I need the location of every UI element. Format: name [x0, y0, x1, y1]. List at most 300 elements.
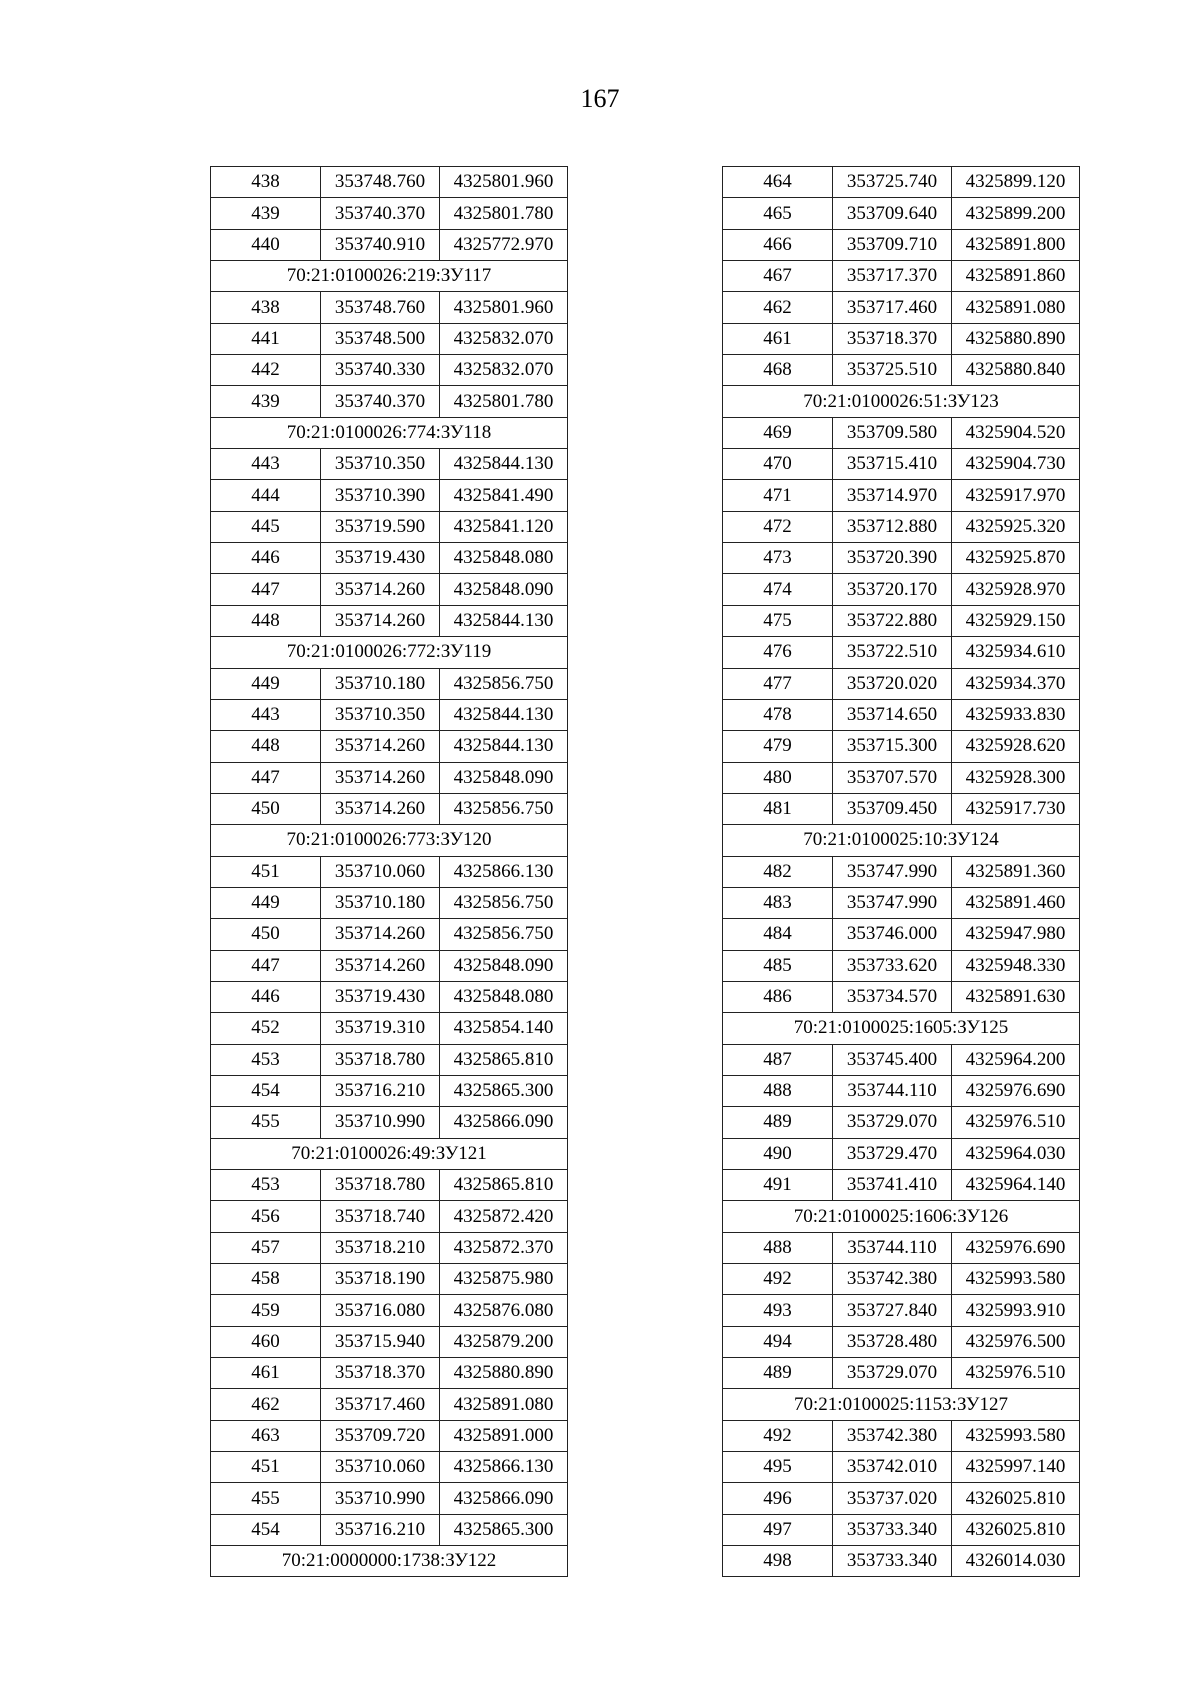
- y-coordinate: 4325904.730: [952, 449, 1080, 480]
- point-number: 455: [211, 1107, 321, 1138]
- parcel-cadastral-number: 70:21:0100025:10:ЗУ124: [723, 825, 1080, 856]
- y-coordinate: 4325976.510: [952, 1358, 1080, 1389]
- y-coordinate: 4325929.150: [952, 605, 1080, 636]
- point-number: 447: [211, 950, 321, 981]
- parcel-cadastral-number: 70:21:0100026:219:ЗУ117: [211, 261, 568, 292]
- x-coordinate: 353718.780: [321, 1044, 440, 1075]
- parcel-header-row: [211, 825, 568, 856]
- coordinate-row: [211, 1044, 568, 1075]
- point-number: 489: [723, 1107, 833, 1138]
- y-coordinate: 4325880.890: [952, 323, 1080, 354]
- point-number: 459: [211, 1295, 321, 1326]
- x-coordinate: 353748.760: [321, 167, 440, 198]
- coordinate-row: [723, 793, 1080, 824]
- x-coordinate: 353718.780: [321, 1170, 440, 1201]
- x-coordinate: 353725.510: [833, 355, 952, 386]
- y-coordinate: 4325997.140: [952, 1452, 1080, 1483]
- coordinate-row: [723, 856, 1080, 887]
- coordinate-row: [211, 292, 568, 323]
- y-coordinate: 4326025.810: [952, 1514, 1080, 1545]
- point-number: 455: [211, 1483, 321, 1514]
- point-number: 473: [723, 543, 833, 574]
- point-number: 447: [211, 574, 321, 605]
- y-coordinate: 4325848.080: [440, 543, 568, 574]
- x-coordinate: 353729.070: [833, 1107, 952, 1138]
- y-coordinate: 4325891.360: [952, 856, 1080, 887]
- coordinate-row: [723, 762, 1080, 793]
- coordinate-row: [211, 1170, 568, 1201]
- point-number: 488: [723, 1075, 833, 1106]
- y-coordinate: 4325844.130: [440, 449, 568, 480]
- y-coordinate: 4325899.120: [952, 167, 1080, 198]
- point-number: 472: [723, 511, 833, 542]
- x-coordinate: 353728.480: [833, 1326, 952, 1357]
- coordinate-row: [211, 1514, 568, 1545]
- coordinate-row: [723, 637, 1080, 668]
- x-coordinate: 353710.350: [321, 449, 440, 480]
- coordinate-row: [723, 699, 1080, 730]
- point-number: 450: [211, 793, 321, 824]
- x-coordinate: 353714.260: [321, 950, 440, 981]
- x-coordinate: 353714.260: [321, 919, 440, 950]
- y-coordinate: 4325875.980: [440, 1264, 568, 1295]
- parcel-header-row: [723, 1389, 1080, 1420]
- y-coordinate: 4325993.910: [952, 1295, 1080, 1326]
- point-number: 454: [211, 1075, 321, 1106]
- coordinate-row: [723, 1483, 1080, 1514]
- y-coordinate: 4325964.140: [952, 1170, 1080, 1201]
- y-coordinate: 4325947.980: [952, 919, 1080, 950]
- point-number: 443: [211, 699, 321, 730]
- coordinate-row: [723, 1075, 1080, 1106]
- x-coordinate: 353717.460: [321, 1389, 440, 1420]
- point-number: 481: [723, 793, 833, 824]
- point-number: 443: [211, 449, 321, 480]
- point-number: 461: [723, 323, 833, 354]
- point-number: 496: [723, 1483, 833, 1514]
- coordinate-row: [211, 919, 568, 950]
- x-coordinate: 353733.340: [833, 1514, 952, 1545]
- x-coordinate: 353709.640: [833, 198, 952, 229]
- y-coordinate: 4325925.320: [952, 511, 1080, 542]
- y-coordinate: 4325856.750: [440, 793, 568, 824]
- x-coordinate: 353710.990: [321, 1107, 440, 1138]
- parcel-cadastral-number: 70:21:0100026:51:ЗУ123: [723, 386, 1080, 417]
- point-number: 438: [211, 292, 321, 323]
- y-coordinate: 4325844.130: [440, 699, 568, 730]
- x-coordinate: 353716.080: [321, 1295, 440, 1326]
- x-coordinate: 353715.300: [833, 731, 952, 762]
- x-coordinate: 353716.210: [321, 1514, 440, 1545]
- x-coordinate: 353746.000: [833, 919, 952, 950]
- y-coordinate: 4325993.580: [952, 1264, 1080, 1295]
- x-coordinate: 353727.840: [833, 1295, 952, 1326]
- coordinate-row: [211, 1075, 568, 1106]
- y-coordinate: 4326014.030: [952, 1546, 1080, 1577]
- coordinate-row: [723, 1264, 1080, 1295]
- coordinate-row: [723, 511, 1080, 542]
- x-coordinate: 353729.070: [833, 1358, 952, 1389]
- point-number: 456: [211, 1201, 321, 1232]
- coordinate-row: [723, 449, 1080, 480]
- y-coordinate: 4325964.200: [952, 1044, 1080, 1075]
- x-coordinate: 353719.430: [321, 543, 440, 574]
- point-number: 453: [211, 1044, 321, 1075]
- point-number: 447: [211, 762, 321, 793]
- coordinate-row: [211, 981, 568, 1012]
- x-coordinate: 353720.390: [833, 543, 952, 574]
- point-number: 478: [723, 699, 833, 730]
- y-coordinate: 4325917.730: [952, 793, 1080, 824]
- y-coordinate: 4325856.750: [440, 919, 568, 950]
- parcel-header-row: [211, 261, 568, 292]
- x-coordinate: 353707.570: [833, 762, 952, 793]
- point-number: 489: [723, 1358, 833, 1389]
- coordinate-row: [211, 793, 568, 824]
- y-coordinate: 4325976.500: [952, 1326, 1080, 1357]
- coordinate-row: [723, 167, 1080, 198]
- point-number: 448: [211, 731, 321, 762]
- point-number: 493: [723, 1295, 833, 1326]
- point-number: 458: [211, 1264, 321, 1295]
- point-number: 486: [723, 981, 833, 1012]
- y-coordinate: 4325844.130: [440, 605, 568, 636]
- y-coordinate: 4325880.890: [440, 1358, 568, 1389]
- y-coordinate: 4325856.750: [440, 887, 568, 918]
- point-number: 462: [723, 292, 833, 323]
- coordinate-row: [211, 355, 568, 386]
- x-coordinate: 353715.940: [321, 1326, 440, 1357]
- x-coordinate: 353740.370: [321, 198, 440, 229]
- y-coordinate: 4325928.620: [952, 731, 1080, 762]
- y-coordinate: 4325854.140: [440, 1013, 568, 1044]
- y-coordinate: 4325891.080: [952, 292, 1080, 323]
- point-number: 495: [723, 1452, 833, 1483]
- point-number: 466: [723, 229, 833, 260]
- point-number: 477: [723, 668, 833, 699]
- point-number: 480: [723, 762, 833, 793]
- x-coordinate: 353744.110: [833, 1075, 952, 1106]
- coordinate-row: [211, 198, 568, 229]
- x-coordinate: 353747.990: [833, 856, 952, 887]
- y-coordinate: 4325928.300: [952, 762, 1080, 793]
- point-number: 454: [211, 1514, 321, 1545]
- x-coordinate: 353740.370: [321, 386, 440, 417]
- x-coordinate: 353710.060: [321, 1452, 440, 1483]
- coordinate-row: [723, 1326, 1080, 1357]
- coordinate-row: [723, 229, 1080, 260]
- x-coordinate: 353725.740: [833, 167, 952, 198]
- point-number: 497: [723, 1514, 833, 1545]
- y-coordinate: 4325872.420: [440, 1201, 568, 1232]
- y-coordinate: 4325891.080: [440, 1389, 568, 1420]
- x-coordinate: 353709.710: [833, 229, 952, 260]
- coordinate-row: [723, 1295, 1080, 1326]
- y-coordinate: 4325976.690: [952, 1232, 1080, 1263]
- point-number: 469: [723, 417, 833, 448]
- x-coordinate: 353742.380: [833, 1264, 952, 1295]
- coordinate-row: [211, 1358, 568, 1389]
- coordinate-row: [723, 1546, 1080, 1577]
- coordinate-row: [723, 1044, 1080, 1075]
- y-coordinate: 4325801.780: [440, 386, 568, 417]
- x-coordinate: 353748.760: [321, 292, 440, 323]
- coordinate-row: [723, 887, 1080, 918]
- coordinate-row: [211, 856, 568, 887]
- point-number: 462: [211, 1389, 321, 1420]
- coordinate-row: [211, 1264, 568, 1295]
- y-coordinate: 4325865.300: [440, 1514, 568, 1545]
- y-coordinate: 4325899.200: [952, 198, 1080, 229]
- coordinate-row: [211, 323, 568, 354]
- x-coordinate: 353714.260: [321, 793, 440, 824]
- point-number: 482: [723, 856, 833, 887]
- y-coordinate: 4325844.130: [440, 731, 568, 762]
- point-number: 467: [723, 261, 833, 292]
- y-coordinate: 4325801.960: [440, 167, 568, 198]
- x-coordinate: 353719.590: [321, 511, 440, 542]
- coordinate-row: [211, 574, 568, 605]
- point-number: 464: [723, 167, 833, 198]
- y-coordinate: 4325928.970: [952, 574, 1080, 605]
- coordinate-row: [211, 1452, 568, 1483]
- point-number: 494: [723, 1326, 833, 1357]
- y-coordinate: 4325872.370: [440, 1232, 568, 1263]
- point-number: 490: [723, 1138, 833, 1169]
- x-coordinate: 353718.210: [321, 1232, 440, 1263]
- parcel-cadastral-number: 70:21:0100025:1153:ЗУ127: [723, 1389, 1080, 1420]
- coordinate-row: [211, 1107, 568, 1138]
- point-number: 453: [211, 1170, 321, 1201]
- coordinate-row: [211, 762, 568, 793]
- x-coordinate: 353714.260: [321, 574, 440, 605]
- point-number: 492: [723, 1420, 833, 1451]
- x-coordinate: 353717.370: [833, 261, 952, 292]
- coordinate-row: [723, 1358, 1080, 1389]
- point-number: 445: [211, 511, 321, 542]
- x-coordinate: 353733.340: [833, 1546, 952, 1577]
- y-coordinate: 4325976.690: [952, 1075, 1080, 1106]
- coordinate-row: [211, 449, 568, 480]
- coordinates-table-left-body: [211, 167, 568, 1577]
- x-coordinate: 353709.580: [833, 417, 952, 448]
- parcel-cadastral-number: 70:21:0100025:1605:ЗУ125: [723, 1013, 1080, 1044]
- y-coordinate: 4325866.090: [440, 1107, 568, 1138]
- coordinate-row: [211, 229, 568, 260]
- x-coordinate: 353720.170: [833, 574, 952, 605]
- point-number: 449: [211, 887, 321, 918]
- point-number: 449: [211, 668, 321, 699]
- y-coordinate: 4325801.780: [440, 198, 568, 229]
- coordinate-row: [211, 543, 568, 574]
- coordinate-row: [723, 1232, 1080, 1263]
- coordinate-row: [723, 261, 1080, 292]
- point-number: 452: [211, 1013, 321, 1044]
- point-number: 446: [211, 981, 321, 1012]
- y-coordinate: 4325772.970: [440, 229, 568, 260]
- point-number: 488: [723, 1232, 833, 1263]
- y-coordinate: 4325801.960: [440, 292, 568, 323]
- y-coordinate: 4325976.510: [952, 1107, 1080, 1138]
- parcel-header-row: [211, 637, 568, 668]
- y-coordinate: 4325866.130: [440, 856, 568, 887]
- y-coordinate: 4325993.580: [952, 1420, 1080, 1451]
- point-number: 457: [211, 1232, 321, 1263]
- point-number: 476: [723, 637, 833, 668]
- parcel-header-row: [723, 1013, 1080, 1044]
- x-coordinate: 353740.330: [321, 355, 440, 386]
- y-coordinate: 4325934.610: [952, 637, 1080, 668]
- x-coordinate: 353741.410: [833, 1170, 952, 1201]
- coordinate-row: [723, 1420, 1080, 1451]
- coordinate-row: [211, 1232, 568, 1263]
- point-number: 463: [211, 1420, 321, 1451]
- coordinate-row: [211, 605, 568, 636]
- y-coordinate: 4325879.200: [440, 1326, 568, 1357]
- parcel-cadastral-number: 70:21:0000000:1738:ЗУ122: [211, 1546, 568, 1577]
- coordinates-table-right-body: [723, 167, 1080, 1577]
- coordinate-row: [723, 668, 1080, 699]
- parcel-cadastral-number: 70:21:0100026:773:ЗУ120: [211, 825, 568, 856]
- point-number: 487: [723, 1044, 833, 1075]
- coordinate-row: [723, 605, 1080, 636]
- x-coordinate: 353717.460: [833, 292, 952, 323]
- y-coordinate: 4325848.090: [440, 574, 568, 605]
- point-number: 498: [723, 1546, 833, 1577]
- coordinate-row: [211, 386, 568, 417]
- x-coordinate: 353733.620: [833, 950, 952, 981]
- x-coordinate: 353722.880: [833, 605, 952, 636]
- x-coordinate: 353710.060: [321, 856, 440, 887]
- coordinate-row: [723, 417, 1080, 448]
- x-coordinate: 353714.260: [321, 731, 440, 762]
- coordinate-row: [723, 1170, 1080, 1201]
- coordinate-row: [723, 731, 1080, 762]
- y-coordinate: 4325925.870: [952, 543, 1080, 574]
- x-coordinate: 353742.380: [833, 1420, 952, 1451]
- point-number: 465: [723, 198, 833, 229]
- y-coordinate: 4325948.330: [952, 950, 1080, 981]
- x-coordinate: 353742.010: [833, 1452, 952, 1483]
- x-coordinate: 353718.740: [321, 1201, 440, 1232]
- point-number: 468: [723, 355, 833, 386]
- coordinates-table-right: [722, 166, 1080, 1577]
- point-number: 446: [211, 543, 321, 574]
- coordinate-row: [723, 1138, 1080, 1169]
- coordinate-row: [211, 1389, 568, 1420]
- x-coordinate: 353710.390: [321, 480, 440, 511]
- parcel-cadastral-number: 70:21:0100026:772:ЗУ119: [211, 637, 568, 668]
- point-number: 484: [723, 919, 833, 950]
- x-coordinate: 353740.910: [321, 229, 440, 260]
- x-coordinate: 353744.110: [833, 1232, 952, 1263]
- coordinate-row: [211, 480, 568, 511]
- x-coordinate: 353714.970: [833, 480, 952, 511]
- x-coordinate: 353747.990: [833, 887, 952, 918]
- point-number: 475: [723, 605, 833, 636]
- point-number: 440: [211, 229, 321, 260]
- coordinate-row: [723, 1452, 1080, 1483]
- x-coordinate: 353712.880: [833, 511, 952, 542]
- coordinate-row: [211, 511, 568, 542]
- y-coordinate: 4325865.810: [440, 1044, 568, 1075]
- x-coordinate: 353737.020: [833, 1483, 952, 1514]
- point-number: 461: [211, 1358, 321, 1389]
- point-number: 491: [723, 1170, 833, 1201]
- y-coordinate: 4325848.090: [440, 950, 568, 981]
- coordinate-row: [723, 543, 1080, 574]
- y-coordinate: 4325964.030: [952, 1138, 1080, 1169]
- point-number: 485: [723, 950, 833, 981]
- coordinate-row: [723, 198, 1080, 229]
- x-coordinate: 353719.430: [321, 981, 440, 1012]
- y-coordinate: 4325891.860: [952, 261, 1080, 292]
- y-coordinate: 4325891.000: [440, 1420, 568, 1451]
- coordinate-row: [211, 1420, 568, 1451]
- coordinate-row: [723, 292, 1080, 323]
- x-coordinate: 353715.410: [833, 449, 952, 480]
- coordinate-row: [211, 1201, 568, 1232]
- x-coordinate: 353748.500: [321, 323, 440, 354]
- x-coordinate: 353714.260: [321, 605, 440, 636]
- coordinate-row: [211, 731, 568, 762]
- point-number: 470: [723, 449, 833, 480]
- point-number: 444: [211, 480, 321, 511]
- coordinate-row: [211, 668, 568, 699]
- coordinate-row: [723, 950, 1080, 981]
- y-coordinate: 4325933.830: [952, 699, 1080, 730]
- y-coordinate: 4325876.080: [440, 1295, 568, 1326]
- x-coordinate: 353710.180: [321, 887, 440, 918]
- y-coordinate: 4325904.520: [952, 417, 1080, 448]
- parcel-cadastral-number: 70:21:0100026:49:ЗУ121: [211, 1138, 568, 1169]
- parcel-header-row: [211, 417, 568, 448]
- parcel-cadastral-number: 70:21:0100026:774:ЗУ118: [211, 417, 568, 448]
- parcel-cadastral-number: 70:21:0100025:1606:ЗУ126: [723, 1201, 1080, 1232]
- coordinate-row: [211, 887, 568, 918]
- coordinate-row: [723, 1514, 1080, 1545]
- coordinate-row: [211, 1013, 568, 1044]
- point-number: 479: [723, 731, 833, 762]
- y-coordinate: 4325917.970: [952, 480, 1080, 511]
- point-number: 438: [211, 167, 321, 198]
- point-number: 474: [723, 574, 833, 605]
- x-coordinate: 353710.350: [321, 699, 440, 730]
- coordinate-row: [723, 981, 1080, 1012]
- coordinate-row: [723, 1107, 1080, 1138]
- coordinate-row: [723, 480, 1080, 511]
- point-number: 448: [211, 605, 321, 636]
- parcel-header-row: [211, 1138, 568, 1169]
- point-number: 460: [211, 1326, 321, 1357]
- x-coordinate: 353745.400: [833, 1044, 952, 1075]
- x-coordinate: 353718.370: [833, 323, 952, 354]
- y-coordinate: 4325866.130: [440, 1452, 568, 1483]
- coordinate-row: [723, 355, 1080, 386]
- y-coordinate: 4325891.800: [952, 229, 1080, 260]
- x-coordinate: 353710.990: [321, 1483, 440, 1514]
- coordinate-row: [723, 574, 1080, 605]
- x-coordinate: 353716.210: [321, 1075, 440, 1106]
- x-coordinate: 353718.370: [321, 1358, 440, 1389]
- point-number: 450: [211, 919, 321, 950]
- coordinate-row: [211, 167, 568, 198]
- parcel-header-row: [723, 825, 1080, 856]
- y-coordinate: 4325856.750: [440, 668, 568, 699]
- parcel-header-row: [723, 386, 1080, 417]
- y-coordinate: 4325880.840: [952, 355, 1080, 386]
- y-coordinate: 4325832.070: [440, 323, 568, 354]
